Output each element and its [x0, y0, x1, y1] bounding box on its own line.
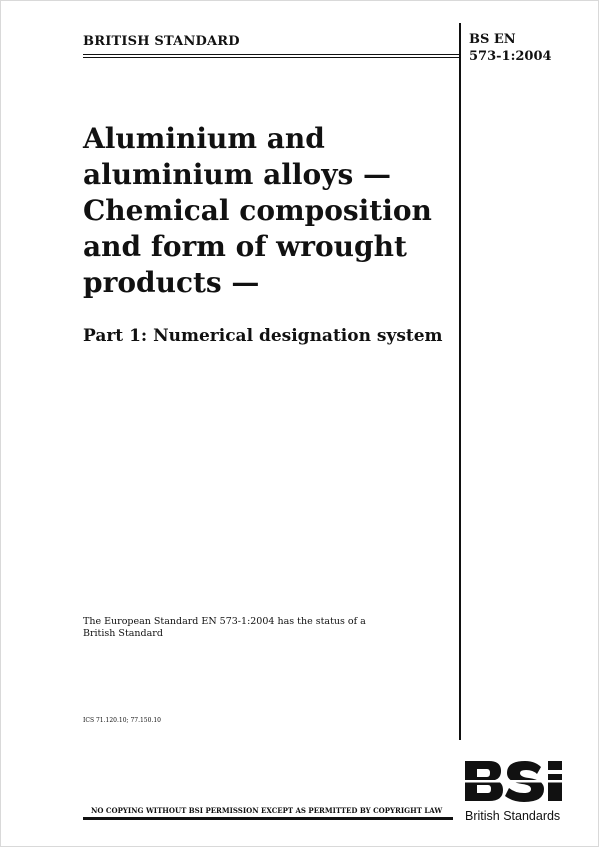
logo-caption: British Standards: [465, 809, 561, 823]
footer-rule: [83, 817, 453, 820]
title-line: aluminium alloys —: [83, 158, 391, 191]
copyright-notice: NO COPYING WITHOUT BSI PERMISSION EXCEPT AS PERMITTED BY COPYRIGHT LAW: [91, 806, 443, 815]
ics-code: ICS 71.120.10; 77.150.10: [83, 717, 161, 724]
title-line: and form of wrought: [83, 230, 407, 263]
title-line: Chemical composition: [83, 194, 432, 227]
title-line: Aluminium and: [83, 122, 325, 155]
header-rule: [83, 54, 459, 58]
standard-number: [469, 31, 552, 65]
status-note-line1: The European Standard EN 573-1:2004 has the status of a: [83, 616, 366, 627]
title-line: products —: [83, 266, 260, 299]
document-type-label: BRITISH STANDARD: [83, 34, 240, 49]
status-note-line2: British Standard: [83, 628, 163, 639]
standard-number-line1: BS EN: [469, 32, 516, 47]
standard-number-line2: 573-1:2004: [469, 49, 552, 64]
document-title: [83, 121, 453, 301]
vertical-divider: [459, 23, 461, 740]
status-note: [83, 616, 366, 640]
part-title: Part 1: Numerical designation system: [83, 326, 443, 346]
